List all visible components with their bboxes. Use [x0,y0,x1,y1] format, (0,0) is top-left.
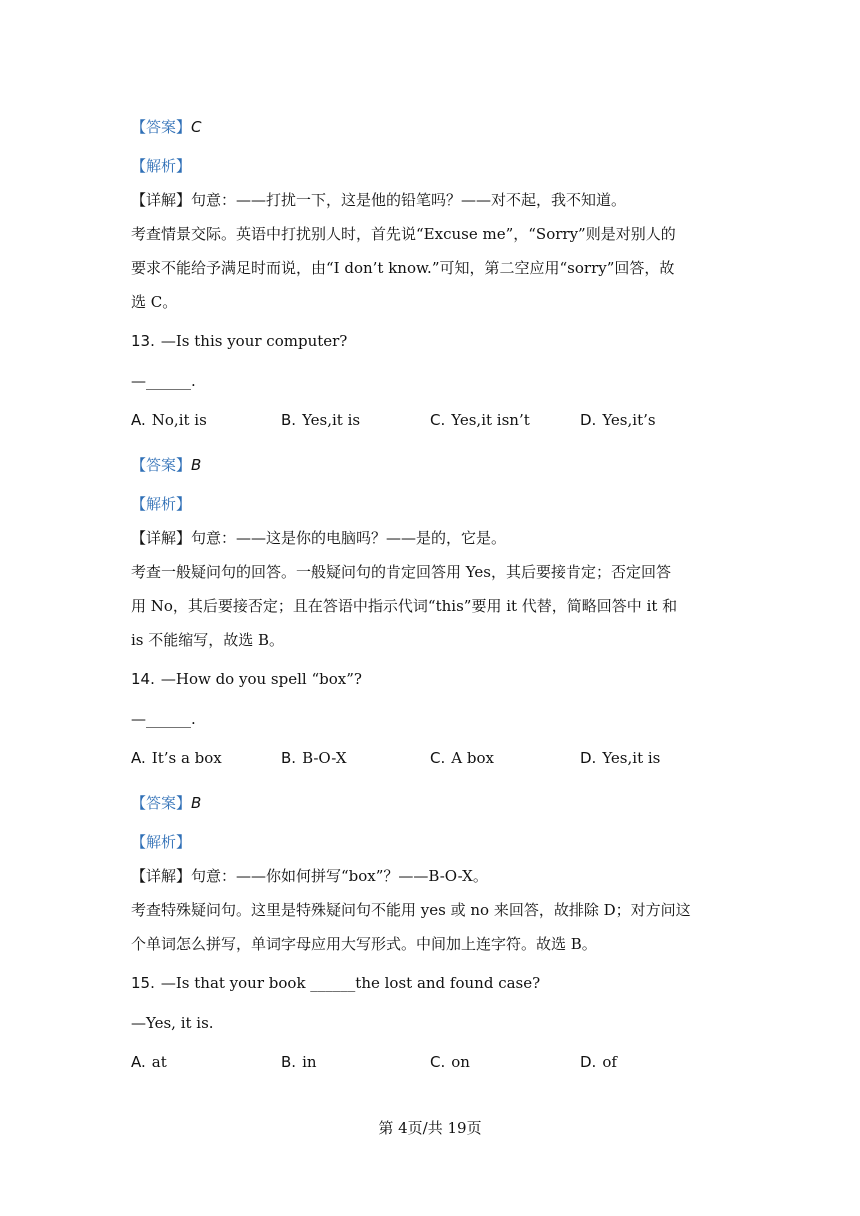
q14-option-c: C. A box [430,749,494,767]
q15-reply: —Yes, it is. [131,1014,214,1032]
question-number: 14. [131,670,155,688]
q13-option-b: B. Yes,it is [281,411,361,429]
question-stem: —Is that your book ______the lost and found case? [160,974,541,992]
q14-analysis-tag: 【解析】 [131,833,192,851]
answer-letter: B [191,794,202,812]
q13-answer-line [131,454,741,476]
q14-explain-1: 考查特殊疑问句。这里是特殊疑问句不能用 yes 或 no 来回答，故排除 D；对方问这 [131,901,691,919]
q13-explain-3: is 不能缩写，故选 B。 [131,631,285,649]
q15-option-c: C. on [430,1053,470,1071]
question-stem: —Is this your computer? [160,332,348,350]
answer-letter: C [191,118,202,136]
q15-option-d: D. of [580,1053,617,1071]
q13-explain-2: 用 No，其后要接否定；且在答语中指示代词“this”要用 it 代替，简略回答中 it 和 [131,597,678,615]
q14-option-a: A. It’s a box [131,749,222,767]
q13-option-c: C. Yes,it isn’t [430,411,530,429]
question-number: 13. [131,332,155,350]
q13-option-a: A. No,it is [131,411,207,429]
q14-detail: 【详解】句意：——你如何拼写“box”？——B-O-X。 [131,867,488,885]
q12-explain-1: 考查情景交际。英语中打扰别人时，首先说“Excuse me”，“Sorry”则是对别人的 [131,225,676,243]
page-footer: 第 4页/共 19页 [378,1119,482,1137]
answer-letter: B [191,456,202,474]
q13-reply: —______. [131,372,196,390]
q15-stem-line [131,972,741,994]
answer-tag: 【答案】 [131,456,192,474]
q15-option-b: B. in [281,1053,317,1071]
q14-reply: —______. [131,710,196,728]
q14-answer-line [131,792,741,814]
q13-option-d: D. Yes,it’s [580,411,656,429]
q13-explain-1: 考查一般疑问句的回答。一般疑问句的肯定回答用 Yes，其后要接肯定；否定回答 [131,563,671,581]
q15-option-a: A. at [131,1053,167,1071]
answer-tag: 【答案】 [131,794,192,812]
question-number: 15. [131,974,155,992]
question-stem: —How do you spell “box”? [160,670,362,688]
q14-stem-line [131,668,741,690]
q14-option-d: D. Yes,it is [580,749,661,767]
q12-detail: 【详解】句意：——打扰一下，这是他的铅笔吗？——对不起，我不知道。 [131,191,627,209]
q13-detail: 【详解】句意：——这是你的电脑吗？——是的，它是。 [131,529,507,547]
q14-option-b: B. B-O-X [281,749,347,767]
q14-explain-2: 个单词怎么拼写，单词字母应用大写形式。中间加上连字符。故选 B。 [131,935,597,953]
q13-stem-line [131,330,741,352]
q12-answer-line [131,116,741,138]
q12-explain-3: 选 C。 [131,293,178,311]
q12-analysis-tag: 【解析】 [131,157,192,175]
q13-analysis-tag: 【解析】 [131,495,192,513]
q12-explain-2: 要求不能给予满足时而说，由“I don’t know.”可知，第二空应用“sorry”回答，故 [131,259,675,277]
answer-tag: 【答案】 [131,118,192,136]
